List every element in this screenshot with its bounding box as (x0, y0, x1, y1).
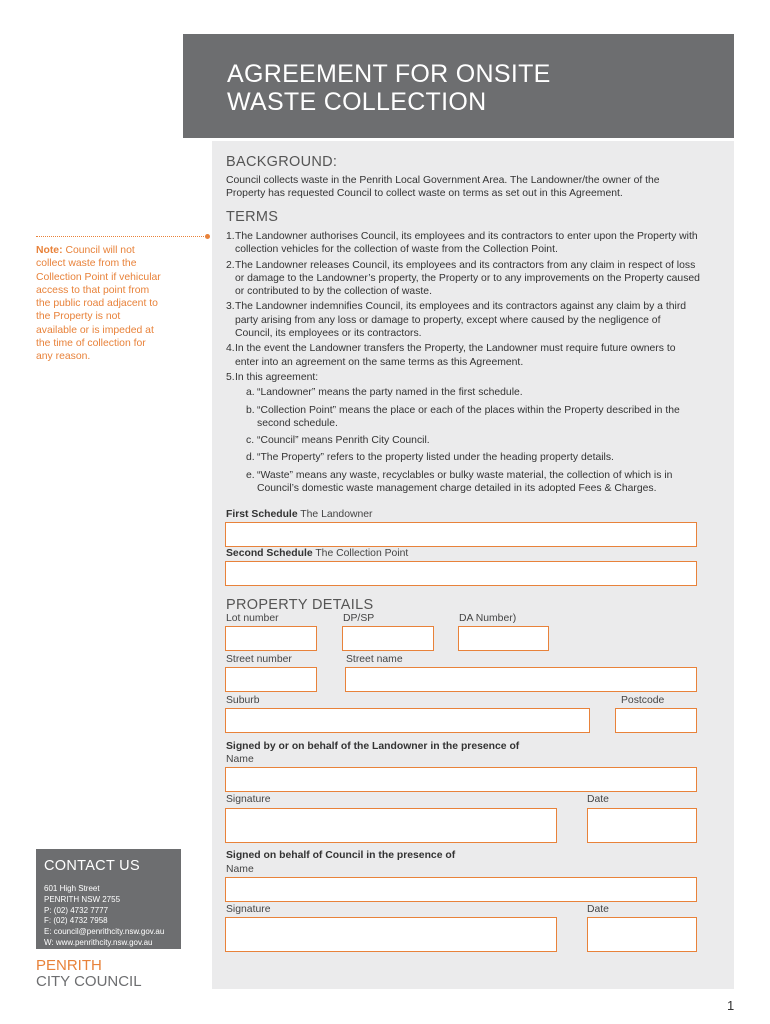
note-text: Council will not collect waste from the Collection Point if vehicular access to that point from the public road adjacent to the Property is not available or is impeded at the time of collection for any reason. (36, 245, 161, 363)
council-date-label: Date (587, 904, 609, 915)
subitem-text: “Landowner” means the party named in the first schedule. (257, 387, 523, 399)
term-number: 5. (226, 371, 235, 383)
note-label: Note: (36, 245, 63, 256)
subitem-letter: d. (246, 452, 255, 464)
term-text: In the event the Landowner transfers the Property, the Landowner must require future owners to enter into an agreement on the same terms as this Agreement. (235, 343, 676, 368)
title-line-2: WASTE COLLECTION (227, 88, 487, 116)
dpsp-label: DP/SP (343, 613, 375, 624)
background-text: Council collects waste in the Penrith Local Government Area. The Landowner/the owner of the Property has requested Council to collect waste on terms as set out in this Agreement. (226, 175, 660, 200)
note-leader-line (36, 236, 206, 237)
council-sign-heading-text: Signed on behalf of Council in the presence of (226, 850, 456, 861)
term-subitem (235, 469, 700, 496)
council-logo (36, 958, 142, 990)
landowner-signature-label: Signature (226, 794, 271, 805)
landowner-signature-input[interactable] (225, 808, 557, 843)
lot-number-label: Lot number (226, 613, 279, 624)
term-subitem (235, 404, 700, 431)
contact-heading: CONTACT US (44, 858, 140, 874)
logo-line-1: PENRITH (36, 957, 102, 974)
background-heading: BACKGROUND: (226, 154, 338, 170)
contact-city: PENRITH NSW 2755 (44, 894, 121, 904)
term-item (226, 230, 700, 257)
lot-number-input[interactable] (225, 626, 317, 651)
contact-box (36, 849, 181, 949)
street-name-input[interactable] (345, 667, 697, 692)
subitem-text: “Council” means Penrith City Council. (257, 435, 430, 447)
title-block (183, 34, 734, 138)
contact-website: W: www.penrithcity.nsw.gov.au (44, 937, 153, 947)
term-number: 1. (226, 231, 235, 242)
term-subitem (235, 434, 700, 447)
street-number-label: Street number (226, 654, 292, 665)
term-text: The Landowner authorises Council, its employees and its contractors to enter upon the Property with collection vehicles for the collection of waste from the Collection Point. (235, 231, 698, 256)
margin-note (36, 244, 164, 364)
term-number: 4. (226, 343, 235, 355)
suburb-label: Suburb (226, 695, 260, 706)
first-schedule-bold: First Schedule (226, 509, 298, 520)
suburb-input[interactable] (225, 708, 590, 733)
council-name-input[interactable] (225, 877, 697, 902)
term-item (226, 342, 700, 369)
subitem-text: “The Property” refers to the property listed under the heading property details. (257, 452, 614, 464)
dpsp-input[interactable] (342, 626, 434, 651)
property-heading: PROPERTY DETAILS (226, 597, 374, 613)
da-number-input[interactable] (458, 626, 549, 651)
contact-address: 601 High Street (44, 884, 100, 893)
council-signature-label: Signature (226, 904, 271, 915)
second-schedule-label (226, 548, 408, 559)
terms-heading: TERMS (226, 209, 279, 225)
second-schedule-rest: The Collection Point (312, 548, 409, 559)
landowner-name-input[interactable] (225, 767, 697, 792)
contact-phone: P: (02) 4732 7777 (44, 905, 109, 915)
term-text: The Landowner indemnifies Council, its employees and its contractors against any claim by a third party arising from any loss or damage to property, except where caused by the negligence of Council, its employees or its contractors. (235, 301, 687, 340)
term-text: In this agreement: (235, 371, 319, 383)
second-schedule-bold: Second Schedule (226, 548, 313, 559)
landowner-date-input[interactable] (587, 808, 697, 843)
landowner-date-label: Date (587, 794, 609, 805)
street-number-input[interactable] (225, 667, 317, 692)
page-title (227, 60, 551, 116)
page-number: 1 (727, 998, 735, 1013)
term-subitem (235, 451, 700, 464)
subitem-text: “Waste” means any waste, recyclables or bulky waste material, the collection of which is in Council’s domestic waste management charge detailed in its adopted Fees & Charges. (257, 469, 673, 495)
first-schedule-input[interactable] (225, 522, 697, 547)
first-schedule-rest: The Landowner (297, 509, 373, 520)
term-item (226, 300, 700, 340)
term-text: The Landowner releases Council, its employees and its contractors from any claim in respect of loss or damage to the Landowner’s property, the Property or to any improvements on the Property caused or contributed to by the collection of waste. (235, 259, 700, 298)
title-line-1: AGREEMENT FOR ONSITE (227, 60, 551, 88)
council-date-input[interactable] (587, 917, 697, 952)
term-subitem (235, 386, 700, 399)
landowner-sign-heading (226, 741, 519, 752)
second-schedule-input[interactable] (225, 561, 697, 586)
subitem-letter: a. (246, 387, 255, 399)
term-item (226, 259, 700, 299)
council-signature-input[interactable] (225, 917, 557, 952)
council-name-label: Name (226, 864, 254, 875)
postcode-input[interactable] (615, 708, 697, 733)
logo-line-2: CITY COUNCIL (36, 973, 142, 990)
note-marker-dot (205, 234, 210, 239)
subitem-letter: c. (246, 435, 255, 447)
subitem-letter: b. (246, 404, 255, 416)
contact-lines (44, 884, 164, 949)
term-item (226, 371, 700, 495)
term-number: 3. (226, 301, 235, 313)
contact-fax: F: (02) 4732 7958 (44, 916, 108, 926)
da-number-label: DA Number) (459, 613, 517, 624)
postcode-label: Postcode (621, 695, 665, 706)
council-sign-heading (226, 850, 455, 861)
term-number: 2. (226, 259, 235, 271)
terms-list (226, 230, 700, 499)
subitem-text: “Collection Point” means the place or each of the places within the Property described in the second schedule. (257, 404, 680, 429)
subitem-letter: e. (246, 469, 255, 481)
street-name-label: Street name (346, 654, 403, 665)
landowner-name-label: Name (226, 754, 254, 765)
first-schedule-label (226, 509, 373, 520)
contact-email: E: council@penrithcity.nsw.gov.au (44, 927, 165, 937)
landowner-sign-heading-text: Signed by or on behalf of the Landowner in the presence of (226, 741, 520, 752)
